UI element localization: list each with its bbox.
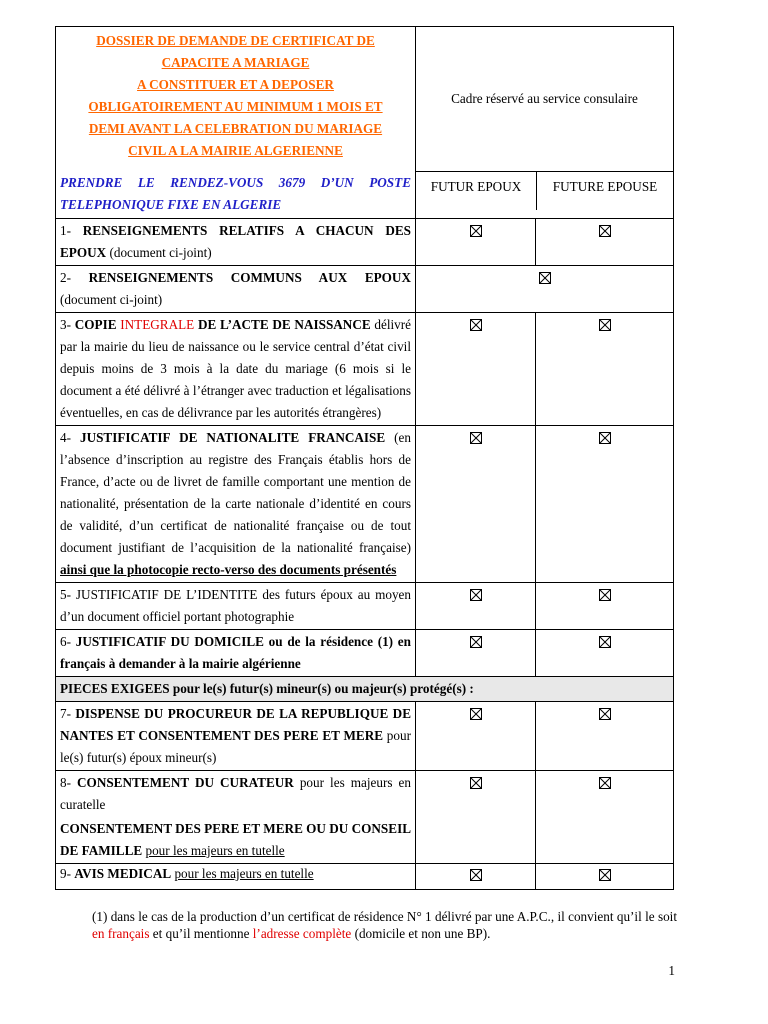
checked-box-icon (599, 589, 611, 601)
consular-cell (416, 27, 674, 219)
table-row (56, 266, 674, 313)
checked-box-icon (599, 432, 611, 444)
row-1-text: 1- RENSEIGNEMENTS RELATIFS A CHACUN DES EPOUX (document ci-joint) (56, 219, 416, 266)
checked-box-icon (599, 636, 611, 648)
section-header-row (56, 677, 674, 702)
row-4-epouse-check[interactable] (536, 426, 674, 583)
row-3-epoux-check[interactable] (416, 313, 536, 426)
document-table (55, 26, 674, 890)
table-row (56, 426, 674, 583)
row-2-text: 2- RENSEIGNEMENTS COMMUNS AUX EPOUX (document ci-joint) (56, 266, 416, 313)
checked-box-icon (470, 432, 482, 444)
checked-box-icon (470, 636, 482, 648)
page-number: 1 (668, 963, 675, 978)
table-row (56, 702, 674, 771)
row-1-epoux-check[interactable] (416, 219, 536, 266)
checked-box-icon (539, 272, 551, 284)
row-7-epoux-check[interactable] (416, 702, 536, 771)
row-5-text: 5- JUSTIFICATIF DE L’IDENTITE des futurs époux au moyen d’un document officiel portant photographie (56, 583, 416, 630)
rdv-instruction: PRENDRE LE RENDEZ-VOUS 3679 D’UN POSTE TELEPHONIQUE FIXE EN ALGERIE (60, 175, 411, 212)
footnote: (1) dans le cas de la production d’un certificat de résidence N° 1 délivré par une A.P.C., il convient qu’il le soit en français et qu’il mentionne l’adresse complète (domicile et non une BP). (92, 909, 677, 941)
row-8-text: 8- CONSENTEMENT DU CURATEUR pour les majeurs en curatelle CONSENTEMENT DES PERE ET MERE OU DU CONSEIL DE FAMILLE pour les majeurs en tutelle (56, 771, 416, 864)
table-row (56, 219, 674, 266)
consular-reserved-label: Cadre réservé au service consulaire (451, 91, 638, 106)
checked-box-icon (599, 869, 611, 881)
row-8-epoux-check[interactable] (416, 771, 536, 864)
row-4-text: 4- JUSTIFICATIF DE NATIONALITE FRANCAISE (en l’absence d’inscription au registre des Français établis hors de France, d’acte ou de livret de famille comportant une mention de nationalité, présentation de la carte nationale d’identité en cours de validité, d’un certificat de nationalité française ou de tout document justifiant de l’acquisition de la nationalité française) ainsi que la photocopie recto-verso des documents présentés (56, 426, 416, 583)
row-3-text: 3- COPIE INTEGRALE DE L’ACTE DE NAISSANCE délivré par la mairie du lieu de naissance ou le service central d’état civil depuis moins de 3 mois à la date du mariage (6 mois si le document a été délivré à l’étranger avec traduction et légalisations éventuelles, en cas de délivrance par les autorités étrangères) (56, 313, 416, 426)
checked-box-icon (470, 708, 482, 720)
table-row (56, 630, 674, 677)
row-6-epoux-check[interactable] (416, 630, 536, 677)
col-futur-epoux: FUTUR EPOUX (416, 172, 537, 210)
row-7-epouse-check[interactable] (536, 702, 674, 771)
row-9-epoux-check[interactable] (416, 864, 536, 890)
table-row (56, 583, 674, 630)
document-title: DOSSIER DE DEMANDE DE CERTIFICAT DE CAPACITE A MARIAGE A CONSTITUER ET A DEPOSER OBLIGATOIREMENT AU MINIMUM 1 MOIS ET DEMI AVANT LA CELEBRATION DU MARIAGE CIVIL A LA MAIRIE ALGERIENNE (88, 33, 383, 158)
checked-box-icon (599, 708, 611, 720)
row-6-epouse-check[interactable] (536, 630, 674, 677)
section-header: PIECES EXIGEES pour le(s) futur(s) mineur(s) ou majeur(s) protégé(s) : (56, 677, 674, 702)
col-future-epouse: FUTURE EPOUSE (552, 179, 658, 194)
checked-box-icon (599, 225, 611, 237)
row-7-text: 7- DISPENSE DU PROCUREUR DE LA REPUBLIQUE DE NANTES ET CONSENTEMENT DES PERE ET MERE pour le(s) futur(s) époux mineur(s) (56, 702, 416, 771)
row-2-common-check[interactable] (416, 266, 674, 313)
checked-box-icon (470, 589, 482, 601)
checked-box-icon (470, 869, 482, 881)
checked-box-icon (470, 777, 482, 789)
row-6-text: 6- JUSTIFICATIF DU DOMICILE ou de la résidence (1) en français à demander à la mairie algérienne (56, 630, 416, 677)
row-3-epouse-check[interactable] (536, 313, 674, 426)
checked-box-icon (599, 319, 611, 331)
table-row (56, 313, 674, 426)
row-5-epoux-check[interactable] (416, 583, 536, 630)
table-row (56, 864, 674, 890)
row-9-text: 9- AVIS MEDICAL pour les majeurs en tutelle (56, 864, 416, 890)
row-8-epouse-check[interactable] (536, 771, 674, 864)
header-cell (56, 27, 416, 219)
row-1-epouse-check[interactable] (536, 219, 674, 266)
checked-box-icon (470, 225, 482, 237)
row-4-epoux-check[interactable] (416, 426, 536, 583)
checked-box-icon (599, 777, 611, 789)
row-5-epouse-check[interactable] (536, 583, 674, 630)
checked-box-icon (470, 319, 482, 331)
row-9-epouse-check[interactable] (536, 864, 674, 890)
table-row (56, 771, 674, 864)
